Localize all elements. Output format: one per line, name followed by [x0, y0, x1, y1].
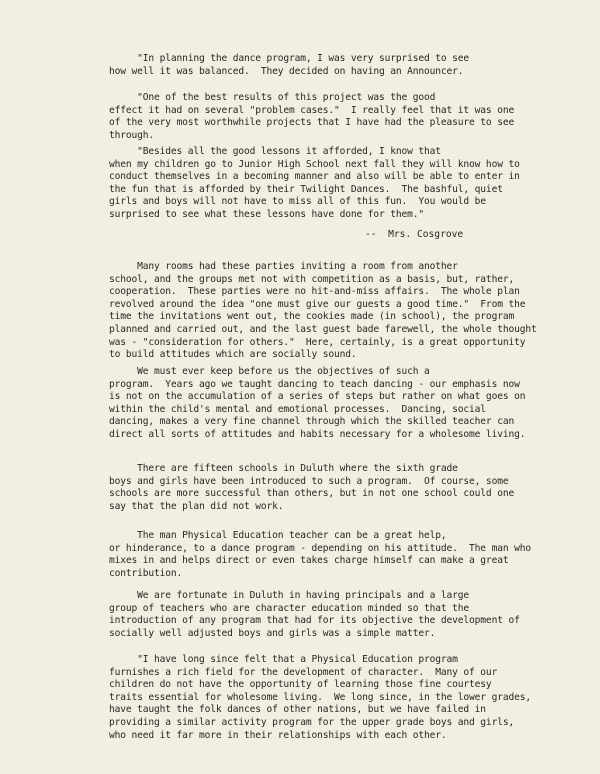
paragraph-man-pe-teacher: The man Physical Education teacher can be a great help, or hinderance, to a dance program - depending on his attitude. The man who mixes in and helps direct or even takes charge himself can make a great contribution.	[109, 530, 531, 579]
paragraph-principals-duluth: We are fortunate in Duluth in having principals and a large group of teachers who are character education minded so that the introduction of any program that had for its objective the development of socially well adjusted boys and girls was a simple matter.	[109, 590, 520, 639]
paragraph-problem-cases: "One of the best results of this project was the good effect it had on several "problem cases." I really feel that it was one of the very most worthwhile projects that I have had the pleasure to see through.	[109, 92, 515, 141]
paragraph-good-lessons: "Besides all the good lessons it afforded, I know that when my children go to Junior High School next fall they will know how to conduct themselves in a becoming manner and also will be able to enter in the fun that is afforded by their Twilight Dances. The bashful, quiet girls and boys will not have to miss all of this fun. You would be surprised to see what these lessons have done for them."	[109, 146, 520, 220]
paragraph-objectives: We must ever keep before us the objectives of such a program. Years ago we taught dancing to teach dancing - our emphasis now is not on the accumulation of a series of steps but rather on what goes on within the child's mental and emotional processes. Dancing, social dancing, makes a very fine channel through which the skilled teacher can direct all sorts of attitudes and habits necessary for a wholesome living.	[109, 366, 526, 440]
paragraph-room-parties: Many rooms had these parties inviting a room from another school, and the groups met not with competition as a basis, but, rather, cooperation. These parties were no hit-and-miss affairs. The whole plan revolved around the idea "one must give our guests a good time." From the time the invitations went out, the cookies made (in school), the program planned and carried out, and the last guest bade farewell, the whole thought was - "consideration for others." Here, certainly, is a great opportunity to build attitudes which are socially sound.	[109, 261, 537, 361]
signature-mrs-cosgrove: -- Mrs. Cosgrove	[365, 229, 464, 240]
paragraph-character-development: "I have long since felt that a Physical Education program furnishes a rich field for the development of character. Many of our children do not have the opportunity of learning those fine courtesy traits essential for wholesome living. We long since, in the lower grades, have taught the folk dances of other nations, but we have failed in providing a similar activity program for the upper grade boys and girls, who need it far more in their relationships with each other.	[109, 654, 531, 741]
paragraph-dance-program-balance: "In planning the dance program, I was very surprised to see how well it was balanced. They decided on having an Announcer.	[109, 53, 470, 77]
paragraph-fifteen-schools: There are fifteen schools in Duluth where the sixth grade boys and girls have been introduced to such a program. Of course, some schools are more successful than others, but in not one school could one say that the plan did not work.	[109, 463, 515, 512]
